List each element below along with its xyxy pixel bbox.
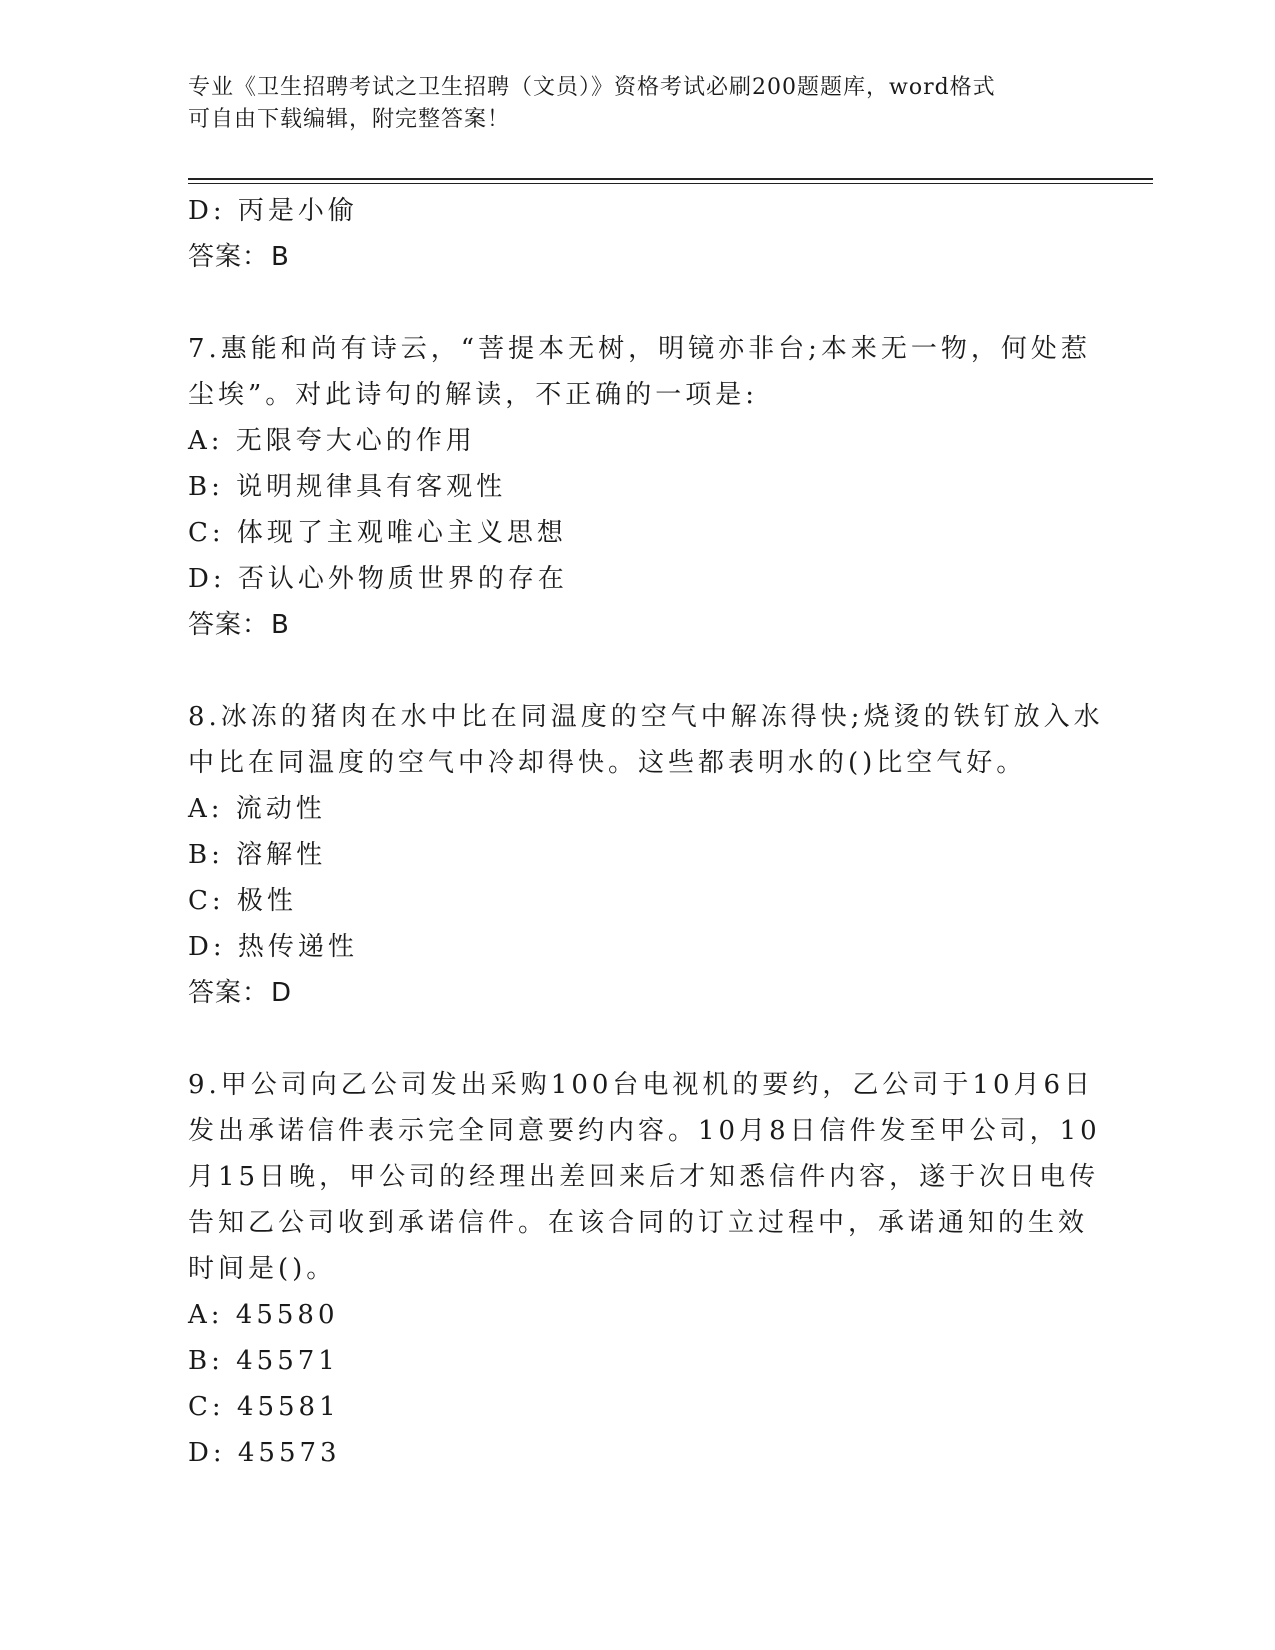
header-title-line1: 专业《卫生招聘考试之卫生招聘（文员）》资格考试必刷200题题库，word格式	[188, 75, 996, 100]
question-stem-line: 8.冰冻的猪肉在水中比在同温度的空气中解冻得快;烧烫的铁钉放入水	[188, 702, 1104, 732]
header-rule-thick	[188, 178, 1153, 180]
question-9	[188, 1062, 1101, 1476]
question-content	[188, 188, 1104, 1476]
answer-value: D	[271, 978, 293, 1008]
question-7	[188, 326, 1091, 648]
option-b: B: 45571	[188, 1346, 339, 1376]
question-stem-line: 月15日晚，甲公司的经理出差回来后才知悉信件内容，遂于次日电传	[188, 1162, 1100, 1192]
option-d: D: 热传递性	[188, 932, 358, 962]
answer-label: 答案：	[188, 242, 270, 272]
prev-option-d: D: 丙是小偷	[188, 196, 358, 226]
question-stem-line: 尘埃”。对此诗句的解读，不正确的一项是:	[188, 380, 759, 410]
option-a: A: 流动性	[188, 794, 326, 824]
spacer	[188, 280, 1078, 326]
page-header	[188, 72, 1068, 136]
answer-label: 答案：	[188, 978, 270, 1008]
question-stem-line: 中比在同温度的空气中冷却得快。这些都表明水的()比空气好。	[188, 748, 1027, 778]
option-a: A: 45580	[188, 1300, 339, 1330]
question-8	[188, 694, 1104, 1016]
option-a: A: 无限夸大心的作用	[188, 426, 476, 456]
option-b: B: 溶解性	[188, 840, 327, 870]
spacer	[188, 648, 1078, 694]
header-rule-thin	[188, 183, 1153, 184]
spacer	[188, 1016, 1078, 1062]
question-stem-line: 发出承诺信件表示完全同意要约内容。10月8日信件发至甲公司，10	[188, 1116, 1101, 1146]
question-stem-line: 7.惠能和尚有诗云，“菩提本无树，明镜亦非台;本来无一物，何处惹	[188, 334, 1091, 364]
answer	[188, 602, 1078, 648]
question-stem-line: 时间是()。	[188, 1254, 337, 1284]
question-stem-line: 告知乙公司收到承诺信件。在该合同的订立过程中，承诺通知的生效	[188, 1208, 1089, 1238]
answer-label: 答案：	[188, 610, 270, 640]
option-c: C: 45581	[188, 1392, 340, 1422]
header-title-line2: 可自由下载编辑，附完整答案！	[188, 107, 511, 132]
option-c: C: 体现了主观唯心主义思想	[188, 518, 567, 548]
answer	[188, 970, 1078, 1016]
prev-answer	[188, 234, 1078, 280]
option-c: C: 极性	[188, 886, 297, 916]
answer-value: B	[271, 610, 290, 640]
option-d: D: 否认心外物质世界的存在	[188, 564, 568, 594]
question-stem-line: 9.甲公司向乙公司发出采购100台电视机的要约，乙公司于10月6日	[188, 1070, 1095, 1100]
option-d: D: 45573	[188, 1438, 341, 1468]
option-b: B: 说明规律具有客观性	[188, 472, 507, 502]
answer-value: B	[271, 242, 290, 272]
